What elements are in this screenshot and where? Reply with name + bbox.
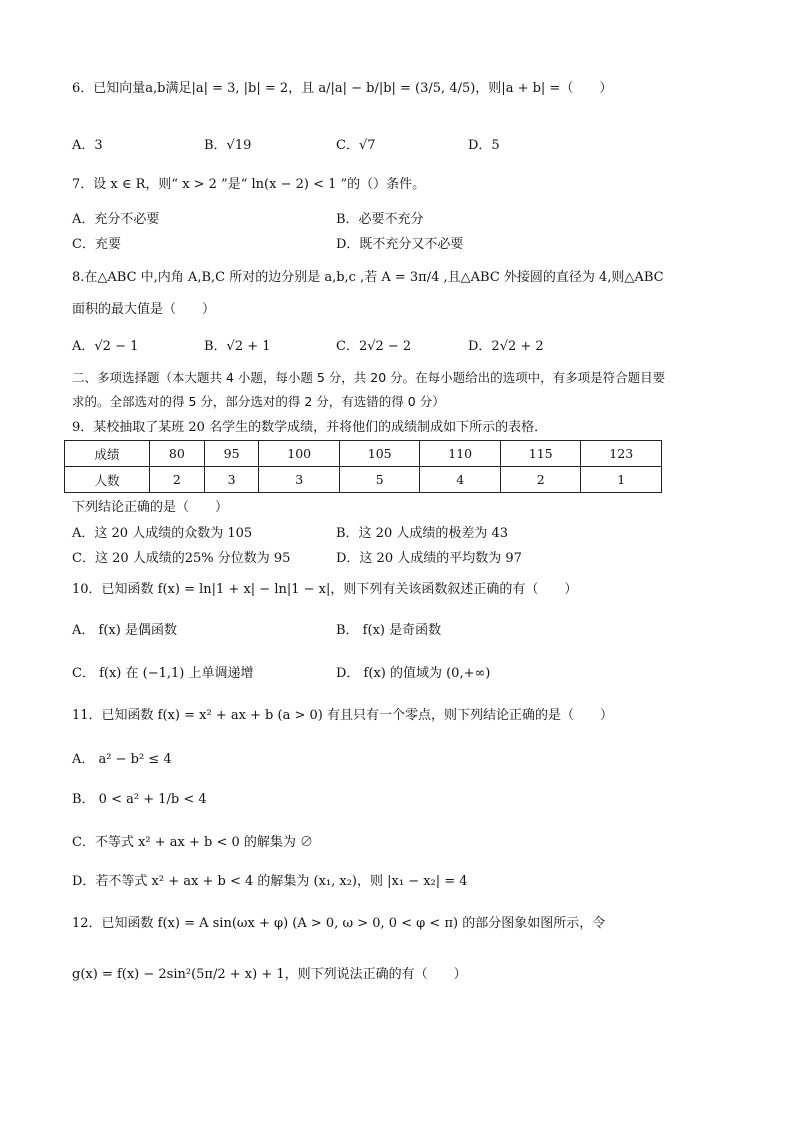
q10-option-b: B． f(x) 是奇函数 bbox=[336, 623, 442, 638]
q9-option-b: B．这 20 人成绩的极差为 43 bbox=[336, 526, 509, 541]
table-cell: 95 bbox=[204, 441, 259, 467]
q6-option-c: C．√7 bbox=[336, 138, 376, 153]
q9-option-c: C．这 20 人成绩的25% 分位数为 95 bbox=[72, 551, 291, 566]
q7-option-b: B．必要不充分 bbox=[336, 212, 424, 227]
table-row bbox=[65, 441, 662, 467]
q6-option-d: D．5 bbox=[468, 138, 500, 153]
q9-option-d: D．这 20 人成绩的平均数为 97 bbox=[336, 551, 522, 566]
table-cell: 1 bbox=[581, 467, 662, 493]
q7-option-d: D．既不充分又不必要 bbox=[336, 237, 464, 252]
table-cell: 100 bbox=[259, 441, 340, 467]
q12-stem-line1: 12．已知函数 f(x) = A sin(ωx + φ) (A > 0, ω > 0, 0 < φ < π) 的部分图象如图所示，令 bbox=[72, 916, 606, 931]
q8-option-b: B．√2 + 1 bbox=[204, 339, 271, 354]
table-cell: 105 bbox=[339, 441, 420, 467]
table-cell: 115 bbox=[500, 441, 581, 467]
q11-option-a: A． a² − b² ≤ 4 bbox=[72, 752, 172, 767]
q11-option-b: B． 0 < a² + 1/b < 4 bbox=[72, 792, 207, 807]
q10-option-a: A． f(x) 是偶函数 bbox=[72, 623, 177, 638]
q11-stem: 11．已知函数 f(x) = x² + ax + b (a > 0) 有且只有一个零点，则下列结论正确的是（ ） bbox=[72, 708, 613, 723]
q6-option-a: A．3 bbox=[72, 138, 103, 153]
q6-stem: 6．已知向量a,b满足|a| = 3, |b| = 2，且 a/|a| − b/|b| = (3/5, 4/5)，则|a + b| =（ ） bbox=[72, 81, 613, 96]
q9-stem: 9．某校抽取了某班 20 名学生的数学成绩，并将他们的成绩制成如下所示的表格． bbox=[72, 420, 548, 435]
q8-stem-line1: 8.在△ABC 中,内角 A,B,C 所对的边分别是 a,b,c ,若 A = 3π/4 ,且△ABC 外接圆的直径为 4,则△ABC bbox=[72, 270, 664, 285]
q9-option-a: A．这 20 人成绩的众数为 105 bbox=[72, 526, 253, 541]
table-header-cell: 成绩 bbox=[65, 441, 150, 467]
q11-option-c: C．不等式 x² + ax + b < 0 的解集为 ∅ bbox=[72, 835, 314, 850]
q10-stem: 10．已知函数 f(x) = ln|1 + x| − ln|1 − x|，则下列有关该函数叙述正确的有（ ） bbox=[72, 582, 578, 597]
table-cell: 80 bbox=[150, 441, 205, 467]
q9-after: 下列结论正确的是（ ） bbox=[72, 500, 229, 515]
table-cell: 2 bbox=[500, 467, 581, 493]
section2-heading-line1: 二、多项选择题（本大题共 4 小题，每小题 5 分，共 20 分。在每小题给出的选项中，有多项是符合题目要 bbox=[72, 370, 666, 385]
table-cell: 123 bbox=[581, 441, 662, 467]
q8-option-a: A．√2 − 1 bbox=[72, 339, 139, 354]
table-row bbox=[65, 467, 662, 493]
q7-stem: 7．设 x ∈ R，则“ x > 2 ”是“ ln(x − 2) < 1 ”的（）条件。 bbox=[72, 177, 426, 192]
q7-option-a: A．充分不必要 bbox=[72, 212, 160, 227]
table-cell: 4 bbox=[420, 467, 501, 493]
table-cell: 5 bbox=[339, 467, 420, 493]
q8-option-d: D．2√2 + 2 bbox=[468, 339, 544, 354]
q6-option-b: B．√19 bbox=[204, 138, 252, 153]
q7-option-c: C．充要 bbox=[72, 237, 121, 252]
q9-score-table bbox=[64, 440, 662, 493]
table-cell: 110 bbox=[420, 441, 501, 467]
table-header-cell: 人数 bbox=[65, 467, 150, 493]
q10-option-d: D． f(x) 的值域为 (0,+∞) bbox=[336, 666, 491, 681]
table-cell: 3 bbox=[259, 467, 340, 493]
section2-heading-line2: 求的。全部选对的得 5 分，部分选对的得 2 分，有选错的得 0 分） bbox=[72, 394, 445, 409]
q11-option-d: D．若不等式 x² + ax + b < 4 的解集为 (x₁, x₂)，则 |x₁ − x₂| = 4 bbox=[72, 874, 468, 889]
table-cell: 2 bbox=[150, 467, 205, 493]
q8-option-c: C．2√2 − 2 bbox=[336, 339, 412, 354]
q12-stem-line2: g(x) = f(x) − 2sin²(5π/2 + x) + 1，则下列说法正确的有（ ） bbox=[72, 967, 467, 982]
q8-stem-line2: 面积的最大值是（ ） bbox=[72, 302, 216, 317]
table-cell: 3 bbox=[204, 467, 259, 493]
q10-option-c: C． f(x) 在 (−1,1) 上单调递增 bbox=[72, 666, 254, 681]
